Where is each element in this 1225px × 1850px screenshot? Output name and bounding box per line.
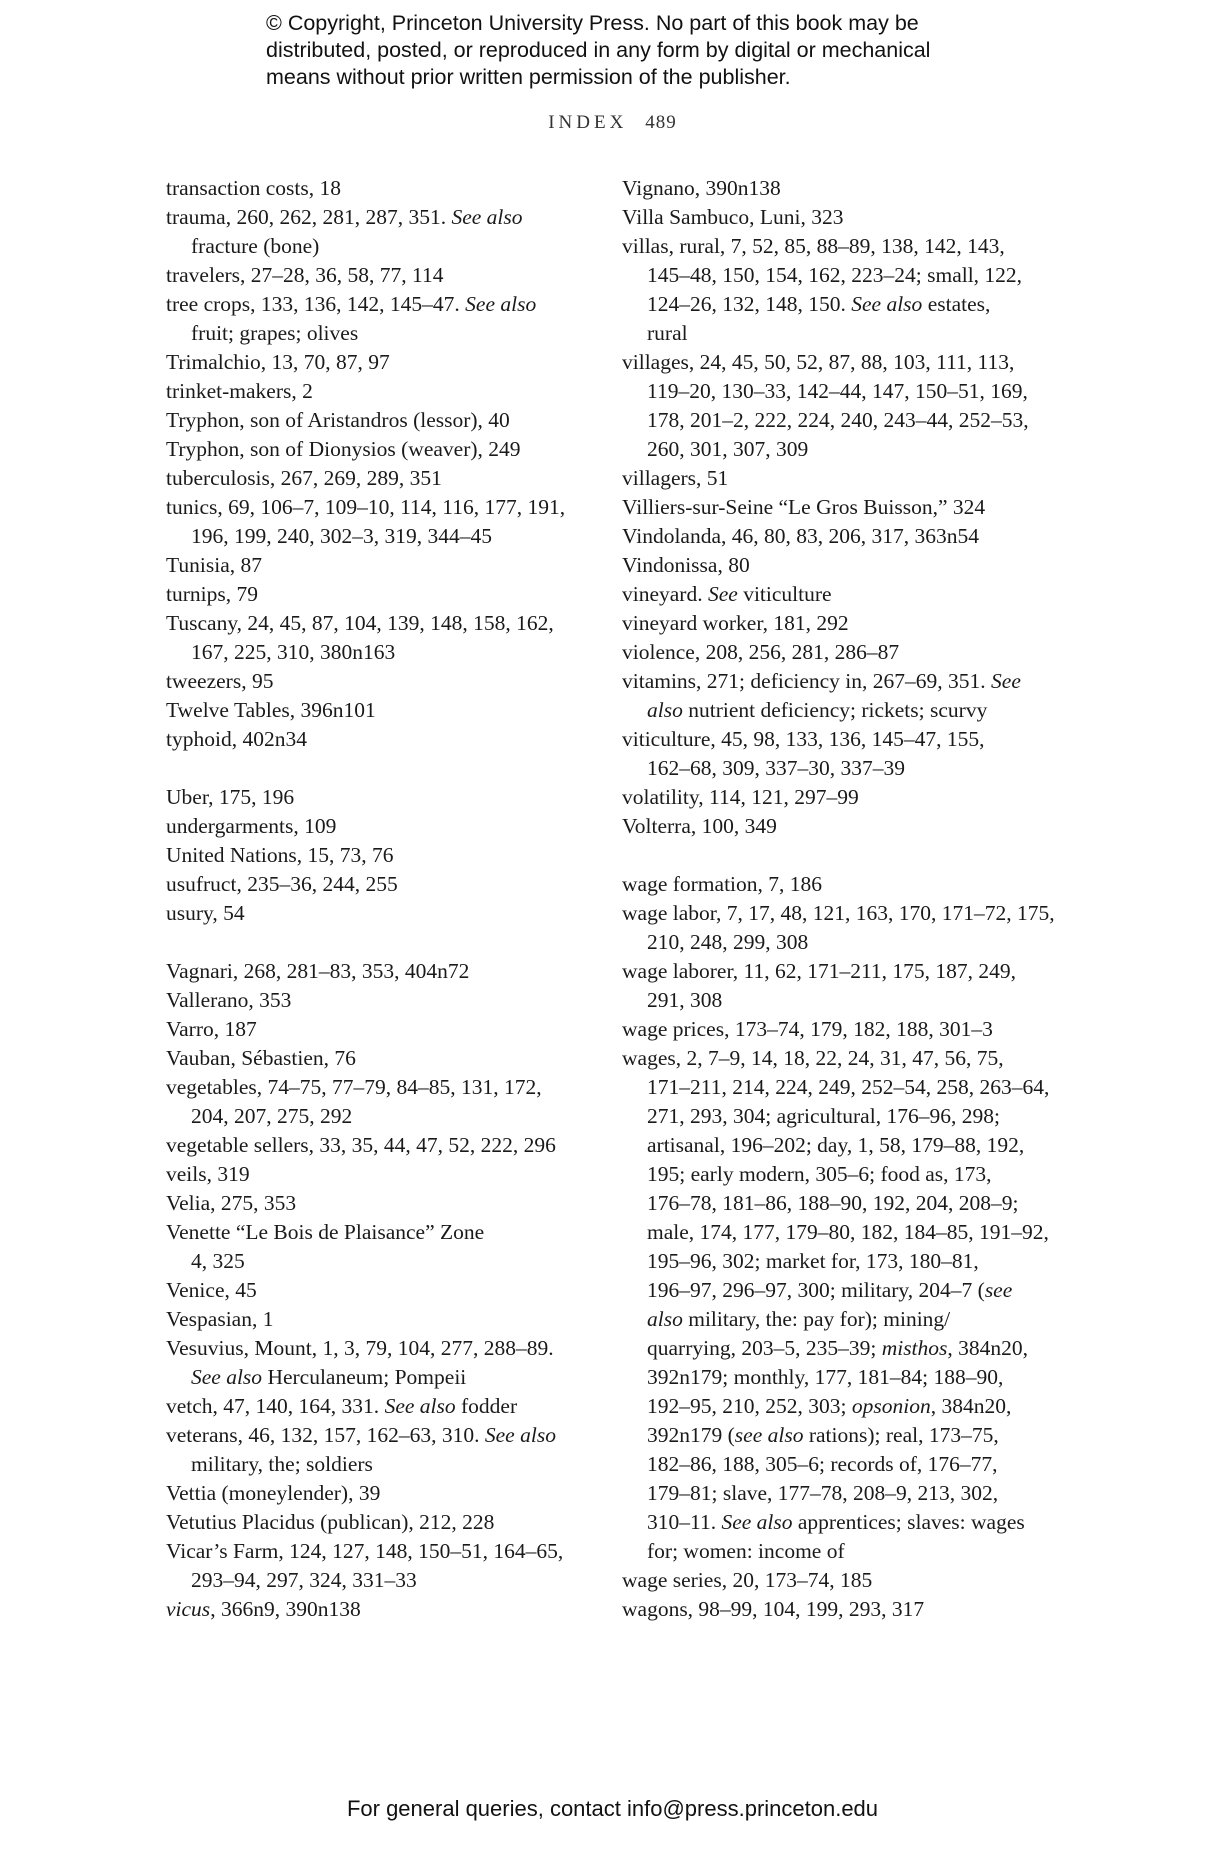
- index-entry-italic-text: see: [984, 1278, 1013, 1302]
- index-entry-text: 182–86, 188, 305–6; records of, 176–77,: [647, 1452, 998, 1476]
- running-title: INDEX: [548, 112, 628, 133]
- index-entry: [622, 348, 1062, 464]
- index-entry-text: veils, 319: [166, 1162, 250, 1186]
- index-entry: [166, 464, 606, 493]
- index-entry: [622, 174, 1062, 203]
- index-entry-text: veterans, 46, 132, 157, 162–63, 310.: [166, 1423, 485, 1447]
- index-entry-text: wagons, 98–99, 104, 199, 293, 317: [622, 1597, 925, 1621]
- index-entry-text: Vicar’s Farm, 124, 127, 148, 150–51, 164–65,: [166, 1539, 564, 1563]
- index-entry: [166, 1218, 606, 1276]
- index-entry-italic-text: See: [707, 582, 738, 606]
- index-entry: [622, 493, 1062, 522]
- letter-group-gap: [622, 841, 1062, 870]
- index-entry-text: 124–26, 132, 148, 150.: [647, 292, 852, 316]
- index-entry: [166, 812, 606, 841]
- index-entry: [166, 406, 606, 435]
- index-entry-text: trinket-makers, 2: [166, 379, 313, 403]
- index-entry-text: Tryphon, son of Dionysios (weaver), 249: [166, 437, 521, 461]
- index-entry: [166, 290, 606, 348]
- running-head: [0, 112, 1225, 134]
- index-entry-italic-text: See also: [465, 292, 537, 316]
- index-entry: [166, 377, 606, 406]
- copyright-line: © Copyright, Princeton University Press. No part of this book may be: [266, 11, 919, 35]
- index-entry-text: fruit; grapes; olives: [191, 321, 359, 345]
- index-entry-text: quarrying, 203–5, 235–39;: [647, 1336, 882, 1360]
- index-entry-italic-text: See also: [851, 292, 923, 316]
- index-entry-italic-text: also: [647, 698, 683, 722]
- index-entry-text: wage labor, 7, 17, 48, 121, 163, 170, 171–72, 175,: [622, 901, 1055, 925]
- index-entry-text: tree crops, 133, 136, 142, 145–47.: [166, 292, 466, 316]
- index-entry-text: villages, 24, 45, 50, 52, 87, 88, 103, 111, 113,: [622, 350, 1015, 374]
- index-entry: [622, 812, 1062, 841]
- index-entry-text: Vindolanda, 46, 80, 83, 206, 317, 363n54: [622, 524, 980, 548]
- index-entry-text: Venice, 45: [166, 1278, 257, 1302]
- footer-contact: For general queries, contact info@press.princeton.edu: [346, 1796, 879, 1821]
- index-entry-text: , 384n20,: [930, 1394, 1012, 1418]
- index-entry-text: Herculaneum; Pompeii: [262, 1365, 467, 1389]
- index-entry-italic-text: See also: [484, 1423, 556, 1447]
- copyright-line: means without prior written permission of the publisher.: [266, 65, 791, 89]
- index-entry: [166, 1160, 606, 1189]
- index-entry-text: , 366n9, 390n138: [210, 1597, 361, 1621]
- index-entry: [166, 1508, 606, 1537]
- index-entry: [166, 696, 606, 725]
- index-entry-italic-text: opsonion: [851, 1394, 931, 1418]
- index-entry: [622, 1566, 1062, 1595]
- copyright-notice: [266, 10, 986, 91]
- index-entry: [166, 580, 606, 609]
- index-entry-text: Vesuvius, Mount, 1, 3, 79, 104, 277, 288–89.: [166, 1336, 554, 1360]
- index-entry-text: 176–78, 181–86, 188–90, 192, 204, 208–9;: [647, 1191, 1019, 1215]
- index-entry-text: vitamins, 271; deficiency in, 267–69, 351.: [622, 669, 992, 693]
- index-entry-text: Tunisia, 87: [166, 553, 262, 577]
- index-entry: [166, 725, 606, 754]
- index-entry-text: viticulture, 45, 98, 133, 136, 145–47, 155,: [622, 727, 985, 751]
- index-entry-text: violence, 208, 256, 281, 286–87: [622, 640, 900, 664]
- index-entry-text: Vignano, 390n138: [622, 176, 781, 200]
- index-entry-text: 4, 325: [191, 1249, 245, 1273]
- index-entry: [166, 1073, 606, 1131]
- index-entry: [622, 551, 1062, 580]
- index-entry: [622, 899, 1062, 957]
- index-entry-text: Vauban, Sébastien, 76: [166, 1046, 356, 1070]
- index-entry-text: vegetable sellers, 33, 35, 44, 47, 52, 222, 296: [166, 1133, 556, 1157]
- index-entry-text: 145–48, 150, 154, 162, 223–24; small, 122,: [647, 263, 1023, 287]
- index-entry-text: Varro, 187: [166, 1017, 257, 1041]
- index-entry-text: artisanal, 196–202; day, 1, 58, 179–88, 192,: [647, 1133, 1025, 1157]
- index-entry-text: , 384n20,: [947, 1336, 1029, 1360]
- index-entry-text: 271, 293, 304; agricultural, 176–96, 298;: [647, 1104, 1000, 1128]
- index-entry: [622, 522, 1062, 551]
- index-entry-italic-text: See also: [451, 205, 523, 229]
- index-entry-text: 195; early modern, 305–6; food as, 173,: [647, 1162, 992, 1186]
- index-entry-text: 392n179 (: [647, 1423, 735, 1447]
- index-entry-text: 179–81; slave, 177–78, 208–9, 213, 302,: [647, 1481, 999, 1505]
- index-entry-text: Tryphon, son of Aristandros (lessor), 40: [166, 408, 510, 432]
- index-entry: [166, 957, 606, 986]
- index-entry: [166, 899, 606, 928]
- index-entry: [622, 232, 1062, 348]
- index-entry: [166, 783, 606, 812]
- index-column-left: [166, 174, 606, 1624]
- letter-group-gap: [166, 754, 606, 783]
- index-entry-text: United Nations, 15, 73, 76: [166, 843, 394, 867]
- index-entry-text: Trimalchio, 13, 70, 87, 97: [166, 350, 390, 374]
- index-entry-text: usury, 54: [166, 901, 245, 925]
- index-entry-text: 196, 199, 240, 302–3, 319, 344–45: [191, 524, 492, 548]
- index-entry: [166, 1131, 606, 1160]
- index-entry-text: Villa Sambuco, Luni, 323: [622, 205, 844, 229]
- index-entry-text: Vagnari, 268, 281–83, 353, 404n72: [166, 959, 470, 983]
- index-entry-italic-text: See also: [384, 1394, 456, 1418]
- index-entry-text: villas, rural, 7, 52, 85, 88–89, 138, 142, 143,: [622, 234, 1005, 258]
- index-entry-text: Villiers-sur-Seine “Le Gros Buisson,” 324: [622, 495, 986, 519]
- copyright-line: distributed, posted, or reproduced in any form by digital or mechanical: [266, 38, 931, 62]
- index-entry-text: rural: [647, 321, 688, 345]
- index-entry-text: 260, 301, 307, 309: [647, 437, 809, 461]
- index-entry: [166, 870, 606, 899]
- index-entry-text: 196–97, 296–97, 300; military, 204–7 (: [647, 1278, 985, 1302]
- index-entry-text: male, 174, 177, 179–80, 182, 184–85, 191–92,: [647, 1220, 1049, 1244]
- page-number: 489: [645, 112, 677, 133]
- index-entry-italic-text: vicus: [166, 1597, 211, 1621]
- index-entry-text: 192–95, 210, 252, 303;: [647, 1394, 852, 1418]
- index-entry-text: viticulture: [737, 582, 832, 606]
- index-entry: [166, 1305, 606, 1334]
- index-entry: [166, 348, 606, 377]
- index-entry-italic-text: misthos: [881, 1336, 948, 1360]
- index-entry-text: usufruct, 235–36, 244, 255: [166, 872, 398, 896]
- index-entry: [622, 609, 1062, 638]
- index-entry-italic-text: also: [647, 1307, 683, 1331]
- index-entry-text: Vindonissa, 80: [622, 553, 750, 577]
- index-entry-text: estates,: [922, 292, 991, 316]
- index-entry: [166, 1189, 606, 1218]
- index-entry: [622, 464, 1062, 493]
- index-entry: [166, 1537, 606, 1595]
- index-entry-text: 167, 225, 310, 380n163: [191, 640, 396, 664]
- index-entry-text: travelers, 27–28, 36, 58, 77, 114: [166, 263, 444, 287]
- index-entry-italic-text: See also: [721, 1510, 793, 1534]
- index-entry: [622, 638, 1062, 667]
- index-entry-text: military, the: pay for); mining/: [682, 1307, 951, 1331]
- index-entry-italic-text: See also: [191, 1365, 263, 1389]
- index-entry-text: 293–94, 297, 324, 331–33: [191, 1568, 417, 1592]
- index-entry-text: trauma, 260, 262, 281, 287, 351.: [166, 205, 452, 229]
- index-entry-text: 210, 248, 299, 308: [647, 930, 809, 954]
- index-entry: [622, 725, 1062, 783]
- index-entry-text: volatility, 114, 121, 297–99: [622, 785, 859, 809]
- index-entry-text: nutrient deficiency; rickets; scurvy: [682, 698, 988, 722]
- index-entry-text: Venette “Le Bois de Plaisance” Zone: [166, 1220, 485, 1244]
- index-entry: [622, 1044, 1062, 1566]
- index-entry-text: transaction costs, 18: [166, 176, 341, 200]
- index-entry: [166, 203, 606, 261]
- index-entry: [166, 1392, 606, 1421]
- index-entry: [166, 841, 606, 870]
- index-entry-text: Vallerano, 353: [166, 988, 292, 1012]
- index-entry: [622, 203, 1062, 232]
- index-entry: [622, 667, 1062, 725]
- index-entry-text: tuberculosis, 267, 269, 289, 351: [166, 466, 442, 490]
- index-entry-text: Vetutius Placidus (publican), 212, 228: [166, 1510, 495, 1534]
- index-entry-text: wages, 2, 7–9, 14, 18, 22, 24, 31, 47, 56, 75,: [622, 1046, 1004, 1070]
- index-entry-text: vetch, 47, 140, 164, 331.: [166, 1394, 385, 1418]
- index-entry-text: tunics, 69, 106–7, 109–10, 114, 116, 177, 191,: [166, 495, 566, 519]
- index-entry: [622, 1595, 1062, 1624]
- index-entry-text: 204, 207, 275, 292: [191, 1104, 353, 1128]
- index-entry: [166, 609, 606, 667]
- index-entry-text: Vespasian, 1: [166, 1307, 274, 1331]
- index-entry: [166, 261, 606, 290]
- index-entry-text: undergarments, 109: [166, 814, 337, 838]
- index-entry-text: fracture (bone): [191, 234, 320, 258]
- index-entry: [622, 783, 1062, 812]
- index-entry-text: 291, 308: [647, 988, 723, 1012]
- index-entry-text: Uber, 175, 196: [166, 785, 295, 809]
- index-entry: [166, 551, 606, 580]
- index-entry: [166, 1276, 606, 1305]
- index-entry: [166, 667, 606, 696]
- index-entry: [166, 1334, 606, 1392]
- index-entry-text: rations); real, 173–75,: [803, 1423, 999, 1447]
- index-entry: [166, 493, 606, 551]
- index-entry-text: for; women: income of: [647, 1539, 845, 1563]
- index-entry-text: 195–96, 302; market for, 173, 180–81,: [647, 1249, 979, 1273]
- index-entry-text: 178, 201–2, 222, 224, 240, 243–44, 252–53,: [647, 408, 1029, 432]
- index-entry-text: wage prices, 173–74, 179, 182, 188, 301–3: [622, 1017, 993, 1041]
- index-entry-text: turnips, 79: [166, 582, 258, 606]
- index-entry: [166, 1421, 606, 1479]
- index-entry-text: vegetables, 74–75, 77–79, 84–85, 131, 172,: [166, 1075, 542, 1099]
- index-entry-text: Volterra, 100, 349: [622, 814, 777, 838]
- index-entry-text: wage series, 20, 173–74, 185: [622, 1568, 873, 1592]
- index-entry: [622, 870, 1062, 899]
- index-entry-text: villagers, 51: [622, 466, 729, 490]
- index-entry: [166, 986, 606, 1015]
- index-entry-text: Tuscany, 24, 45, 87, 104, 139, 148, 158, 162,: [166, 611, 554, 635]
- index-entry-text: Twelve Tables, 396n101: [166, 698, 376, 722]
- index-entry-text: tweezers, 95: [166, 669, 274, 693]
- index-column-right: [622, 174, 1062, 1624]
- index-entry-text: vineyard worker, 181, 292: [622, 611, 849, 635]
- index-entry: [166, 1044, 606, 1073]
- index-entry: [166, 1595, 606, 1624]
- index-entry-text: Vettia (moneylender), 39: [166, 1481, 381, 1505]
- index-entry-text: 310–11.: [647, 1510, 722, 1534]
- index-entry: [622, 957, 1062, 1015]
- index-entry: [622, 580, 1062, 609]
- index-entry-italic-text: see also: [734, 1423, 804, 1447]
- index-entry-text: 119–20, 130–33, 142–44, 147, 150–51, 169,: [647, 379, 1028, 403]
- index-entry-text: vineyard.: [622, 582, 708, 606]
- index-entry: [166, 1479, 606, 1508]
- index-entry-text: 171–211, 214, 224, 249, 252–54, 258, 263–64,: [647, 1075, 1050, 1099]
- index-entry-text: fodder: [455, 1394, 518, 1418]
- index-entry-italic-text: See: [991, 669, 1021, 693]
- index-entry-text: 162–68, 309, 337–30, 337–39: [647, 756, 905, 780]
- index-entry-text: typhoid, 402n34: [166, 727, 307, 751]
- letter-group-gap: [166, 928, 606, 957]
- index-entry-text: Velia, 275, 353: [166, 1191, 297, 1215]
- index-entry: [166, 435, 606, 464]
- index-entry-text: military, the; soldiers: [191, 1452, 373, 1476]
- index-entry: [166, 1015, 606, 1044]
- index-entry-text: 392n179; monthly, 177, 181–84; 188–90,: [647, 1365, 1004, 1389]
- index-entry: [166, 174, 606, 203]
- index-entry-text: wage laborer, 11, 62, 171–211, 175, 187, 249,: [622, 959, 1017, 983]
- index-entry-text: apprentices; slaves: wages: [792, 1510, 1025, 1534]
- index-entry-text: wage formation, 7, 186: [622, 872, 823, 896]
- index-entry: [622, 1015, 1062, 1044]
